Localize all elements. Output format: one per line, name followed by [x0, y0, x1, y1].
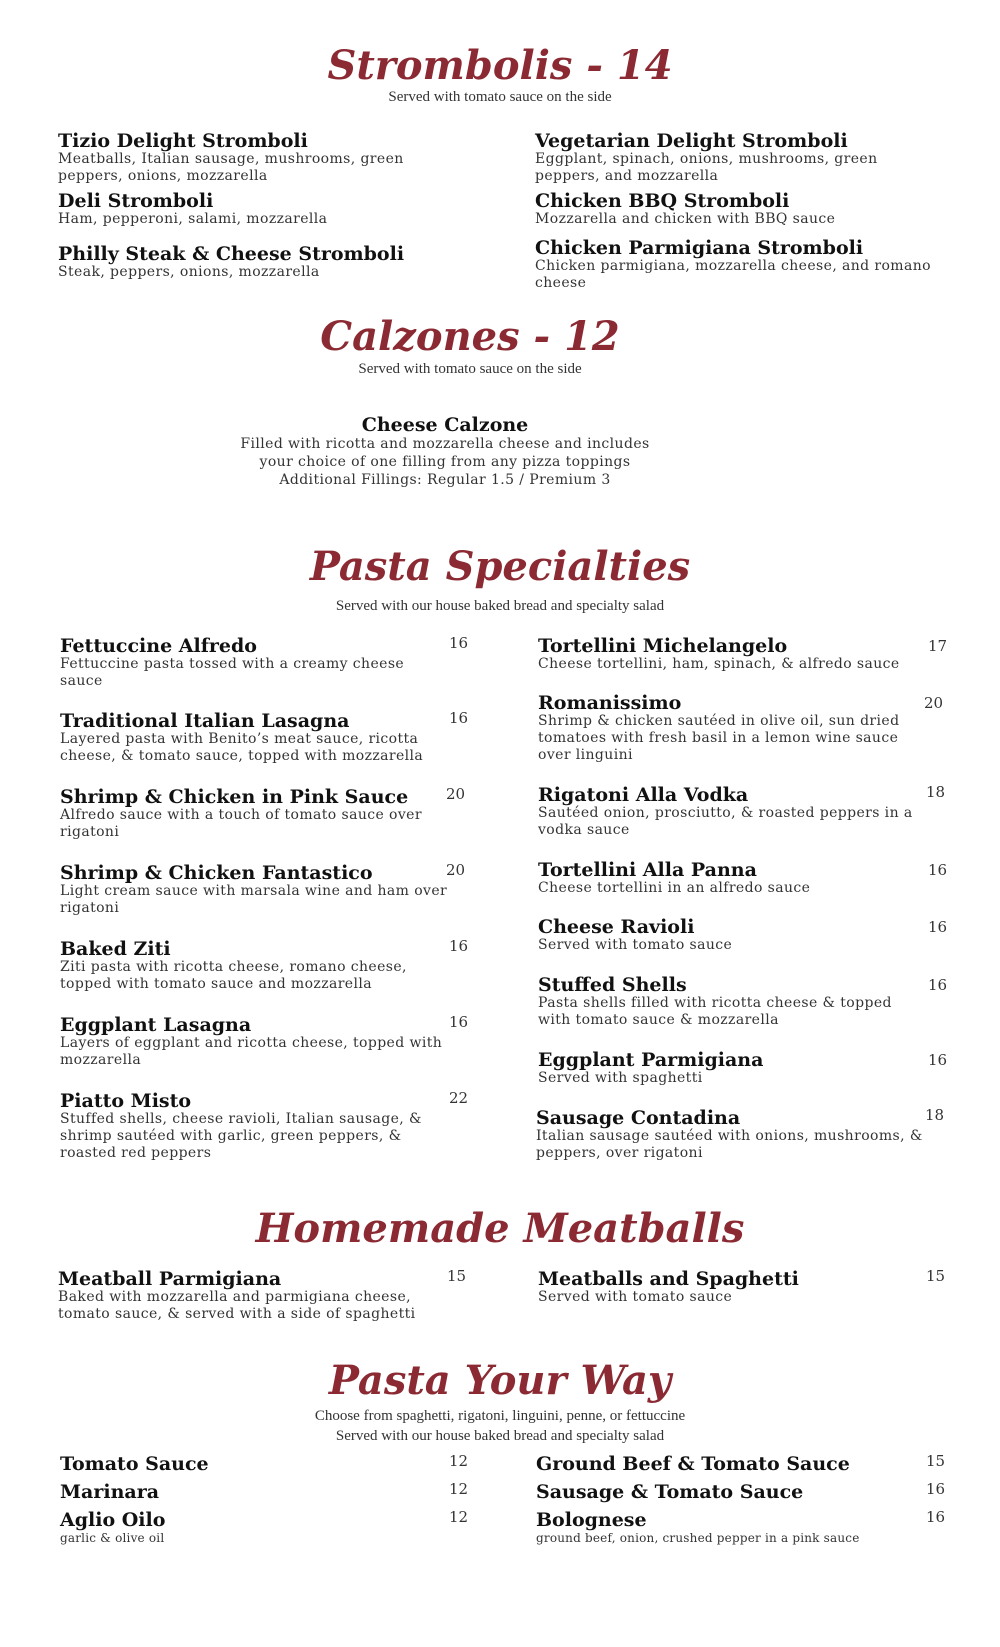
menu-item [60, 1509, 450, 1547]
your-way-title: Pasta Your Way [328, 1357, 672, 1404]
item-price: 22 [449, 1089, 469, 1107]
item-desc: Cheese tortellini, ham, spinach, & alfredo sauce [538, 656, 900, 672]
item-desc: Stuffed shells, cheese ravioli, Italian sausage, & shrimp sautéed with garlic, green peppers, & roasted red peppers [60, 1111, 422, 1161]
item-price: 16 [449, 937, 469, 955]
menu-item [60, 1453, 450, 1475]
menu-item [535, 130, 935, 185]
item-desc: garlic & olive oil [60, 1531, 165, 1545]
calzones-title: Calzones - 12 [320, 313, 620, 360]
item-price: 16 [926, 1508, 946, 1526]
item-desc: Layers of eggplant and ricotta cheese, topped with mozzarella [60, 1035, 443, 1068]
item-desc: Ziti pasta with ricotta cheese, romano cheese, topped with tomato sauce and mozzarella [60, 959, 407, 992]
item-desc: Served with tomato sauce [538, 1289, 733, 1305]
item-name: Deli Stromboli [58, 190, 214, 212]
item-price: 20 [446, 785, 466, 803]
item-name: Marinara [60, 1481, 160, 1503]
item-name: Sausage & Tomato Sauce [536, 1481, 804, 1503]
item-desc: Steak, peppers, onions, mozzarella [58, 264, 320, 280]
item-desc-line: Filled with ricotta and mozzarella cheese and includes [240, 436, 650, 452]
item-name: Traditional Italian Lasagna [60, 710, 350, 732]
menu-item [60, 1481, 450, 1503]
item-desc: Ham, pepperoni, salami, mozzarella [58, 211, 328, 227]
item-name: Baked Ziti [60, 938, 171, 960]
item-desc: Served with tomato sauce [538, 937, 733, 953]
pasta-subtitle: Served with our house baked bread and specialty salad [335, 598, 665, 614]
menu-item [60, 786, 450, 841]
calzone-item [0, 414, 890, 490]
menu-item [58, 243, 448, 281]
item-price: 12 [449, 1452, 469, 1470]
item-name: Philly Steak & Cheese Stromboli [58, 243, 405, 265]
item-price: 20 [924, 694, 944, 712]
item-name: Tortellini Michelangelo [538, 635, 788, 657]
item-price: 16 [449, 709, 469, 727]
item-desc-line: Additional Fillings: Regular 1.5 / Premium 3 [279, 472, 611, 488]
menu-item [60, 710, 450, 765]
menu-item [60, 635, 450, 690]
item-desc: Meatballs, Italian sausage, mushrooms, green peppers, onions, mozzarella [58, 151, 404, 184]
item-name: Stuffed Shells [538, 974, 687, 996]
item-price: 15 [926, 1267, 946, 1285]
stromboli-subtitle: Served with tomato sauce on the side [388, 89, 612, 105]
item-desc: Pasta shells filled with ricotta cheese & topped with tomato sauce & mozzarella [538, 995, 892, 1028]
calzones-subtitle: Served with tomato sauce on the side [358, 361, 582, 377]
item-name: Vegetarian Delight Stromboli [535, 130, 848, 152]
item-price: 18 [925, 1106, 945, 1124]
item-price: 17 [928, 637, 948, 655]
menu-item [538, 974, 928, 1029]
item-price: 16 [449, 634, 469, 652]
item-desc: ground beef, onion, crushed pepper in a pink sauce [536, 1531, 860, 1545]
item-name: Eggplant Lasagna [60, 1014, 252, 1036]
item-name: Meatball Parmigiana [58, 1268, 282, 1290]
item-desc: Light cream sauce with marsala wine and ham over rigatoni [60, 883, 448, 916]
item-name: Meatballs and Spaghetti [538, 1268, 799, 1290]
item-price: 12 [449, 1480, 469, 1498]
item-name: Shrimp & Chicken Fantastico [60, 862, 373, 884]
item-price: 16 [926, 1480, 946, 1498]
item-price: 16 [928, 861, 948, 879]
menu-item [58, 1268, 448, 1323]
item-name: Eggplant Parmigiana [538, 1049, 764, 1071]
item-desc: Alfredo sauce with a touch of tomato sauce over rigatoni [60, 807, 422, 840]
item-name: Shrimp & Chicken in Pink Sauce [60, 786, 409, 808]
item-desc: Cheese tortellini in an alfredo sauce [538, 880, 811, 896]
item-name: Fettuccine Alfredo [60, 635, 257, 657]
menu-item [538, 692, 928, 764]
menu-item [536, 1509, 926, 1547]
your-way-subtitle-1: Choose from spaghetti, rigatoni, linguini, penne, or fettuccine [314, 1408, 686, 1424]
item-name: Sausage Contadina [536, 1107, 741, 1129]
item-price: 16 [928, 976, 948, 994]
item-name: Chicken BBQ Stromboli [535, 190, 790, 212]
item-desc: Layered pasta with Benito’s meat sauce, ricotta cheese, & tomato sauce, topped with mozzarella [60, 731, 424, 764]
item-desc: Italian sausage sautéed with onions, mushrooms, & peppers, over rigatoni [536, 1128, 923, 1161]
item-desc: Chicken parmigiana, mozzarella cheese, and romano cheese [535, 258, 931, 291]
menu-item [58, 190, 448, 228]
item-name: Piatto Misto [60, 1090, 192, 1112]
item-price: 15 [926, 1452, 946, 1470]
item-price: 18 [926, 783, 946, 801]
item-price: 20 [446, 861, 466, 879]
menu-item [60, 1014, 450, 1069]
item-desc: Baked with mozzarella and parmigiana cheese, tomato sauce, & served with a side of spaghetti [58, 1289, 416, 1322]
item-desc: Mozzarella and chicken with BBQ sauce [535, 211, 836, 227]
item-name: Cheese Ravioli [538, 916, 695, 938]
menu-item [535, 190, 935, 228]
menu-item [536, 1453, 926, 1475]
item-desc: Fettuccine pasta tossed with a creamy cheese sauce [60, 656, 405, 689]
item-desc: Shrimp & chicken sautéed in olive oil, sun dried tomatoes with fresh basil in a lemon wine sauce over linguini [538, 713, 900, 763]
item-desc: Sautéed onion, prosciutto, & roasted peppers in a vodka sauce [538, 805, 913, 838]
menu-item [58, 130, 448, 185]
item-price: 16 [928, 918, 948, 936]
meatballs-title: Homemade Meatballs [255, 1205, 745, 1252]
item-name: Chicken Parmigiana Stromboli [535, 237, 864, 259]
menu-item [536, 1481, 926, 1503]
item-name: Aglio Oilo [60, 1509, 166, 1531]
item-price: 15 [447, 1267, 467, 1285]
item-name: Tortellini Alla Panna [538, 859, 757, 881]
item-name: Cheese Calzone [361, 414, 529, 436]
menu-item [538, 1268, 928, 1306]
item-price: 12 [449, 1508, 469, 1526]
menu-item [535, 237, 935, 292]
item-name: Ground Beef & Tomato Sauce [536, 1453, 850, 1475]
item-name: Bolognese [536, 1509, 647, 1531]
menu-item [60, 1090, 450, 1162]
menu-item [60, 862, 450, 917]
menu-item [538, 635, 928, 673]
menu-item [538, 859, 928, 897]
item-name: Tomato Sauce [60, 1453, 209, 1475]
item-name: Tizio Delight Stromboli [58, 130, 308, 152]
item-price: 16 [928, 1051, 948, 1069]
item-desc: Eggplant, spinach, onions, mushrooms, green peppers, and mozzarella [535, 151, 878, 184]
menu-item [538, 784, 928, 839]
menu-item [538, 916, 928, 954]
pasta-title: Pasta Specialties [309, 543, 691, 590]
your-way-subtitle-2: Served with our house baked bread and specialty salad [335, 1428, 665, 1444]
menu-item [60, 938, 450, 993]
menu-item [538, 1049, 928, 1087]
item-name: Romanissimo [538, 692, 682, 714]
item-desc: Served with spaghetti [538, 1070, 703, 1086]
item-price: 16 [449, 1013, 469, 1031]
item-desc-line: your choice of one filling from any pizza toppings [259, 454, 631, 470]
menu-item [536, 1107, 926, 1162]
stromboli-title: Strombolis - 14 [327, 42, 673, 89]
item-name: Rigatoni Alla Vodka [538, 784, 749, 806]
